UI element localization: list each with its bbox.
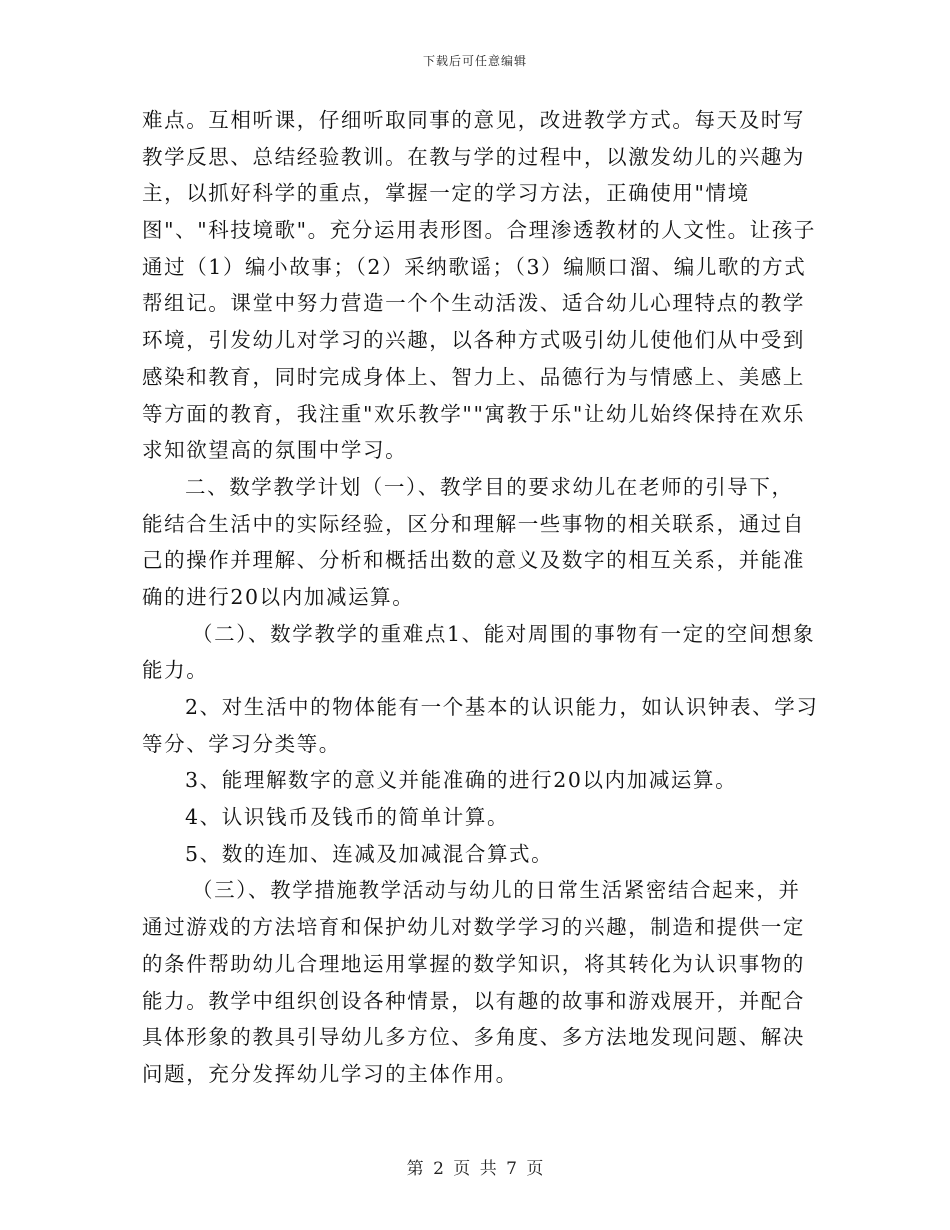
text-line: 2、对生活中的物体能有一个基本的认识能力，如认识钟表、学习 — [185, 695, 819, 719]
text-line: 的条件帮助幼儿合理地运用掌握的数学知识，将其转化为认识事物的 — [142, 951, 805, 976]
text-line: 己的操作并理解、分析和概括出数的意义及数字的相互关系，并能准 — [142, 548, 805, 573]
text-line: 主，以抓好科学的重点，掌握一定的学习方法，正确使用"情境 — [142, 181, 750, 206]
list-item-2 — [142, 689, 822, 762]
text-line: 等方面的教育，我注重"欢乐教学""寓教于乐"让幼儿始终保持在欢乐 — [142, 401, 805, 426]
text-line: 确的进行20以内加减运算。 — [142, 584, 415, 609]
list-item-5: 5、数的连加、连减及加减混合算式。 — [185, 841, 554, 866]
document-body — [142, 102, 822, 1093]
text-line: 环境，引发幼儿对学习的兴趣，以各种方式吸引幼儿使他们从中受到 — [142, 328, 805, 353]
text-line: 二、数学教学计划（一）、教学目的要求幼儿在老师的引导下， — [185, 474, 794, 499]
text-line: 能力。 — [142, 658, 209, 683]
text-line: 通过游戏的方法培育和保护幼儿对数学学习的兴趣，制造和提供一定 — [142, 915, 805, 940]
paragraph-teaching-methods — [142, 102, 822, 469]
text-line: 帮组记。课堂中努力营造一个个生动活泼、适合幼儿心理特点的教学 — [142, 291, 805, 316]
paragraph-math-plan — [142, 469, 822, 616]
text-line: 难点。互相听课，仔细听取同事的意见，改进教学方式。每天及时写 — [142, 108, 805, 132]
paragraph-teaching-measures — [142, 872, 822, 1092]
text-line: 能力。教学中组织创设各种情景，以有趣的故事和游戏展开，并配合 — [142, 988, 805, 1013]
page-header-note: 下载后可任意编辑 — [422, 54, 527, 68]
text-line: 具体形象的教具引导幼儿多方位、多角度、多方法地发现问题、解决 — [142, 1025, 805, 1050]
text-line: （二）、数学教学的重难点1、能对周围的事物有一定的空间想象 — [192, 621, 816, 646]
text-line: 求知欲望高的氛围中学习。 — [142, 438, 408, 463]
page-number-footer: 第 2 页 共 7 页 — [406, 1159, 544, 1179]
text-line: 感染和教育，同时完成身体上、智力上、品德行为与情感上、美感上 — [142, 364, 805, 389]
text-line: 等分、学习分类等。 — [142, 731, 341, 756]
list-item-4: 4、认识钱币及钱币的简单计算。 — [185, 805, 510, 830]
text-line: （三）、教学措施教学活动与幼儿的日常生活紧密结合起来，并 — [192, 878, 801, 903]
text-line: 教学反思、总结经验教训。在教与学的过程中，以激发幼儿的兴趣为 — [142, 144, 805, 169]
text-line: 能结合生活中的实际经验，区分和理解一些事物的相关联系，通过自 — [142, 511, 805, 536]
paragraph-key-points — [142, 616, 822, 689]
list-item-3: 3、能理解数字的意义并能准确的进行20以内加减运算。 — [185, 768, 738, 793]
text-line: 问题，充分发挥幼儿学习的主体作用。 — [142, 1061, 518, 1086]
text-line: 通过（1）编小故事；（2）采纳歌谣；（3）编顺口溜、编儿歌的方式 — [142, 254, 807, 279]
text-line: 图"、"科技境歌"。充分运用表形图。合理渗透教材的人文性。让孩子 — [142, 218, 816, 243]
